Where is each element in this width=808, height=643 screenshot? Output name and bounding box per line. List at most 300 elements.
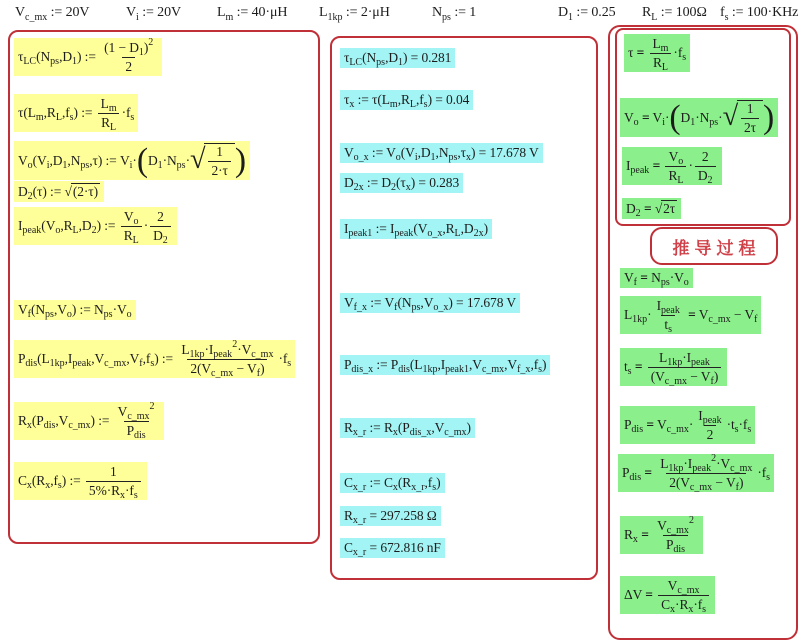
math-text: τ <box>18 49 24 65</box>
math-text: ) <box>436 475 441 490</box>
subscript: peak <box>630 165 650 177</box>
math-text: ) = 0.281 <box>403 50 452 65</box>
subscript: ps <box>176 159 186 171</box>
subscript: s <box>538 364 543 375</box>
def-Cx[interactable] <box>14 462 147 500</box>
math-text <box>652 465 655 481</box>
subscript: o_x <box>433 302 449 313</box>
param-Lm[interactable] <box>215 4 289 22</box>
paren-body <box>681 100 763 135</box>
math-text: R <box>18 413 27 429</box>
fraction <box>208 144 230 178</box>
math-text: (1 − D <box>104 40 139 55</box>
subscript: x <box>120 489 126 501</box>
math-text: ,V <box>469 357 482 372</box>
def-Vo[interactable] <box>14 141 250 180</box>
denominator <box>150 226 171 244</box>
denominator <box>741 118 759 136</box>
math-text: ·f <box>125 482 134 498</box>
subscript: L <box>409 99 416 110</box>
math-text: V <box>624 270 634 285</box>
subscript: x <box>26 420 32 432</box>
superscript: 2 <box>688 515 694 526</box>
deriv-D2[interactable] <box>622 198 681 219</box>
math-text: τ <box>628 45 637 61</box>
math-text: τ <box>344 50 350 65</box>
math-text: ,D <box>417 145 431 160</box>
math-text: ·f <box>693 596 703 612</box>
deriv-Ipeak[interactable] <box>622 147 722 185</box>
bold-equals: = <box>688 307 696 323</box>
subscript: s <box>432 482 437 493</box>
math-text: ,f <box>424 475 433 490</box>
subscript: x_r <box>411 482 425 493</box>
subscript: 1kp <box>49 358 65 370</box>
denominator <box>666 473 746 491</box>
math-text: ,τ) := V <box>89 152 130 168</box>
deriv-ts[interactable] <box>620 348 727 386</box>
subscript: f <box>27 309 31 320</box>
math-text: ,N <box>67 152 81 168</box>
math-text: ) <box>713 368 719 384</box>
math-text: ,R <box>442 221 455 236</box>
math-text: ) := <box>77 49 100 65</box>
subscript: c_mx <box>25 12 48 24</box>
math-text: (2·τ) <box>72 184 98 199</box>
deriv-Pdis-1[interactable] <box>620 406 755 444</box>
math-text: · <box>647 307 652 323</box>
paren-glyph: ) <box>234 142 246 180</box>
math-text: V <box>667 578 678 593</box>
subscript: 1kp <box>189 349 205 360</box>
eval-Cx-r[interactable] <box>340 473 445 493</box>
math-text <box>660 158 663 174</box>
math-text: ·t <box>726 417 735 433</box>
subscript: f <box>394 302 398 313</box>
subscript: 2 <box>91 225 97 237</box>
eval-Vf-x[interactable] <box>340 293 520 313</box>
math-text: L <box>100 96 109 111</box>
subscript: c_mx <box>664 375 687 387</box>
math-text: ,R <box>43 105 56 121</box>
math-text: (P <box>31 413 44 429</box>
paren-glyph: ) <box>763 99 775 137</box>
math-text: R <box>123 227 133 243</box>
numerator <box>154 209 167 226</box>
math-text: := τ(L <box>354 92 390 107</box>
radical-glyph: √ <box>722 101 739 133</box>
math-text: := 20V <box>138 5 181 20</box>
fraction <box>648 350 722 387</box>
math-text: R <box>642 5 652 20</box>
math-text: ·V <box>716 456 731 471</box>
radical-glyph: √ <box>654 200 663 216</box>
radicand <box>204 143 234 178</box>
radicand <box>71 183 100 200</box>
numerator <box>121 209 142 226</box>
deriv-Vo[interactable] <box>620 98 778 137</box>
math-text: τ(L <box>18 105 36 121</box>
subscript: f <box>754 314 758 326</box>
fraction <box>121 209 142 246</box>
math-text: V <box>117 404 128 419</box>
def-tau[interactable] <box>14 94 138 132</box>
math-text: 1 <box>216 144 223 159</box>
fraction <box>86 464 141 501</box>
math-text: D <box>697 167 708 183</box>
math-text: ,f <box>142 351 151 367</box>
subscript: ps <box>411 302 421 313</box>
math-text: V <box>657 518 667 533</box>
subscript: peak <box>22 225 42 237</box>
numerator <box>107 464 120 481</box>
subscript: x_r <box>352 427 367 438</box>
math-text: L <box>624 307 633 323</box>
subscript: c_mx <box>708 314 731 326</box>
math-text: 2 <box>125 58 133 74</box>
math-text: R <box>624 527 633 543</box>
eval-Ipeak1[interactable] <box>340 219 492 239</box>
math-text: · <box>143 218 149 234</box>
math-text: − V <box>730 307 755 323</box>
numerator <box>695 408 724 425</box>
math-text: (N <box>36 49 51 65</box>
bold-equals: = <box>636 45 645 61</box>
subscript: x <box>349 99 355 110</box>
subscript: dis <box>673 543 686 555</box>
radicand <box>737 100 763 135</box>
math-text: ,I <box>437 357 446 372</box>
result-Rx-r[interactable] <box>340 506 441 526</box>
math-text: · <box>665 109 670 125</box>
math-text: ·f <box>738 417 748 433</box>
eval-tau-x[interactable] <box>340 90 473 110</box>
math-text: V <box>344 295 354 310</box>
deriv-Rx[interactable] <box>620 516 703 554</box>
param-Vi[interactable] <box>124 4 183 22</box>
math-text: P <box>126 422 134 438</box>
math-text: D <box>626 200 636 216</box>
result-Cx-r[interactable] <box>340 538 445 558</box>
math-text: V <box>668 149 679 164</box>
math-text: I <box>344 221 349 236</box>
subscript: 2x <box>473 228 484 239</box>
subscript: i <box>129 159 133 171</box>
subscript: o <box>126 309 132 320</box>
math-text: R <box>344 508 353 523</box>
math-text: ) := <box>154 351 177 367</box>
subscript: x <box>405 182 411 193</box>
math-text: ·I <box>683 456 693 471</box>
param-D1[interactable] <box>556 4 618 22</box>
subscript: m <box>389 99 398 110</box>
math-text: 2 <box>157 209 164 224</box>
subscript: o <box>683 277 689 288</box>
subscript: s <box>287 358 292 370</box>
deriv-tau[interactable] <box>624 34 690 72</box>
subscript: dis_x <box>351 364 374 375</box>
math-text: 5%·R <box>88 482 121 498</box>
subscript: c_mx <box>730 463 753 474</box>
subscript: dis <box>133 429 146 441</box>
math-text: ·N <box>162 152 177 168</box>
subscript: peak <box>213 349 233 360</box>
subscript: o_x <box>427 228 443 239</box>
eval-tau-LC[interactable] <box>340 48 455 68</box>
subscript: 1 <box>568 12 574 24</box>
math-text: ·V <box>112 302 127 317</box>
def-Rx[interactable] <box>14 402 164 440</box>
square-root <box>65 183 100 200</box>
bold-equals: = <box>634 359 643 375</box>
math-text <box>653 587 656 603</box>
math-text: L <box>660 456 669 471</box>
math-text: R <box>668 167 678 183</box>
bold-equals: = <box>644 465 652 481</box>
subscript: 1 <box>138 47 144 58</box>
def-Vf[interactable] <box>14 300 136 320</box>
denominator <box>661 315 675 333</box>
bold-equals: = <box>646 417 654 433</box>
math-text: := 1 <box>450 5 477 20</box>
math-text: := V <box>368 145 396 160</box>
paren-glyph: ( <box>669 99 681 137</box>
subscript: c_mx <box>666 525 689 536</box>
subscript: dis <box>398 364 410 375</box>
math-text: ·V <box>237 342 252 357</box>
math-text: ·f <box>121 105 131 121</box>
math-text: N <box>432 5 443 20</box>
subscript: s <box>766 472 771 484</box>
fraction <box>658 578 709 615</box>
paren-group <box>137 143 246 178</box>
math-text: t <box>664 316 669 332</box>
subscript: o <box>395 152 401 163</box>
subscript: 2 <box>707 174 713 186</box>
subscript: x_r <box>352 482 367 493</box>
subscript: x <box>632 534 638 546</box>
math-text: 2 <box>701 149 709 164</box>
math-text: ·f <box>673 45 683 61</box>
subscript: 1kp <box>422 364 438 375</box>
math-text: D <box>18 183 28 199</box>
math-text: ·R <box>675 596 689 612</box>
deriv-Pdis-2[interactable] <box>618 454 774 492</box>
denominator <box>665 166 686 184</box>
math-text: ) <box>466 420 471 435</box>
subscript: o <box>678 156 684 167</box>
math-text: R <box>652 54 662 70</box>
math-text: I <box>626 158 631 174</box>
subscript: ps <box>45 309 54 320</box>
numerator <box>654 298 683 315</box>
math-text: (L <box>37 351 50 367</box>
bold-equals: = <box>641 109 650 125</box>
subscript: i <box>46 159 50 171</box>
subscript: f_x <box>353 302 367 313</box>
subscript: ps <box>442 12 451 24</box>
param-RL[interactable] <box>640 4 709 22</box>
def-Ipeak[interactable] <box>14 207 177 245</box>
eval-Vo-x[interactable] <box>340 143 543 163</box>
superscript: 2 <box>149 401 155 412</box>
math-text: ) := N <box>71 302 104 317</box>
math-text: := 2·μH <box>342 5 390 20</box>
denominator <box>704 425 717 443</box>
math-text: D <box>344 175 354 190</box>
subscript: s <box>627 366 632 378</box>
math-text: − V <box>686 368 711 384</box>
subscript: L <box>661 61 668 73</box>
subscript: s <box>150 358 155 370</box>
numerator <box>657 453 755 474</box>
math-text: I <box>698 408 703 423</box>
subscript: dis <box>25 358 38 370</box>
math-text: = 672.816 nF <box>366 540 441 555</box>
math-text: := I <box>372 221 395 236</box>
subscript: peak <box>660 305 680 316</box>
math-text: ) <box>738 474 744 490</box>
subscript: x <box>392 427 398 438</box>
math-text: L <box>217 5 226 20</box>
deriv-deltaV[interactable] <box>620 576 715 614</box>
math-text: · <box>132 152 137 168</box>
subscript: 1 <box>72 56 77 68</box>
math-text: 2 <box>706 426 714 442</box>
subscript: x <box>392 482 398 493</box>
denominator <box>658 595 709 613</box>
deriv-L1kp-balance[interactable] <box>620 296 761 334</box>
math-text: I <box>18 218 23 234</box>
math-text: · <box>718 109 723 125</box>
square-root <box>655 200 677 217</box>
eval-Rx-r[interactable] <box>340 418 475 438</box>
def-D2[interactable] <box>14 181 104 202</box>
subscript: dis <box>631 424 644 436</box>
math-text: 2(V <box>190 360 212 376</box>
math-text: ·V <box>669 270 684 285</box>
math-text: ) = 17.678 V <box>448 295 517 310</box>
subscript: dis_x <box>409 427 432 438</box>
math-text: C <box>661 596 671 612</box>
bold-equals: = <box>640 270 648 285</box>
math-text: 2τ <box>744 119 757 135</box>
math-text: ) = 0.04 <box>427 92 470 107</box>
math-text: (V <box>413 221 428 236</box>
param-Vc-mx[interactable] <box>13 4 91 22</box>
fraction <box>654 298 683 335</box>
subscript: x_r <box>352 515 367 526</box>
subscript: o_x <box>353 152 369 163</box>
math-text: := 40·μH <box>233 5 288 20</box>
subscript: L <box>72 225 79 237</box>
math-text: D <box>680 109 691 125</box>
subscript: 1kp <box>667 357 683 368</box>
subscript: f <box>256 367 261 379</box>
math-text: (V <box>400 145 415 160</box>
math-text: ,V <box>420 295 434 310</box>
subscript: dis <box>43 420 56 432</box>
fraction <box>665 149 686 186</box>
math-text: (N <box>362 50 377 65</box>
math-text: t <box>624 359 628 375</box>
math-text: P <box>665 536 674 552</box>
subscript: s <box>133 489 138 501</box>
math-text: ·N <box>695 109 710 125</box>
subscript: ps <box>709 116 719 128</box>
paren-body <box>148 143 235 178</box>
subscript: 1 <box>430 152 436 163</box>
math-text: ,V <box>53 302 67 317</box>
subscript: dis <box>629 472 642 484</box>
radical-glyph: √ <box>189 144 206 176</box>
math-text: (τ) := <box>32 183 65 199</box>
math-text: C <box>344 475 353 490</box>
fraction <box>115 401 158 441</box>
subscript: s <box>702 603 707 615</box>
subscript: s <box>423 99 428 110</box>
math-text: ,f <box>530 357 539 372</box>
math-text: (V <box>32 152 47 168</box>
deriv-Vf[interactable] <box>620 268 693 288</box>
math-text: := V <box>367 295 395 310</box>
subscript: c_mx <box>677 585 700 596</box>
math-text: ,V <box>91 351 105 367</box>
denominator <box>121 226 142 244</box>
bold-equals: = <box>641 527 649 543</box>
math-text: 2(V <box>669 474 690 490</box>
denominator <box>650 53 671 71</box>
math-text: 1 <box>746 101 754 116</box>
param-fs[interactable] <box>718 4 800 22</box>
fraction <box>695 149 716 186</box>
subscript: s <box>130 112 135 124</box>
subscript: 2 <box>27 190 33 202</box>
math-text: C <box>344 540 353 555</box>
def-Pdis[interactable] <box>14 340 295 378</box>
subscript: 1kp <box>327 12 343 24</box>
subscript: L <box>454 228 461 239</box>
bold-equals: = <box>652 158 661 174</box>
def-tau-LC[interactable] <box>14 38 162 76</box>
subscript: f <box>139 358 143 370</box>
subscript: peak1 <box>445 364 469 375</box>
subscript: ps <box>103 309 113 320</box>
derivation-process-label <box>650 227 778 265</box>
math-text: V <box>123 209 134 224</box>
eval-Pdis-x[interactable] <box>340 355 550 375</box>
subscript: s <box>668 323 672 335</box>
numerator <box>699 149 712 166</box>
math-text: 2τ <box>663 201 676 216</box>
subscript: LC <box>23 56 37 68</box>
eval-D2x[interactable] <box>340 173 463 193</box>
math-text: V <box>624 109 634 125</box>
param-Nps[interactable] <box>430 4 478 22</box>
param-L1kp[interactable] <box>317 4 392 22</box>
subscript: o <box>55 225 61 237</box>
subscript: 1 <box>157 159 163 171</box>
math-text: 2·τ <box>211 162 228 178</box>
math-text: ,V <box>431 420 445 435</box>
subscript: 2 <box>162 234 168 246</box>
subscript: 1 <box>62 159 68 171</box>
superscript: 2 <box>711 453 717 464</box>
math-text: ,N <box>435 145 449 160</box>
math-text: ,τ <box>457 145 466 160</box>
math-text: := 100Ω <box>657 5 707 20</box>
math-text: (R <box>31 473 46 489</box>
